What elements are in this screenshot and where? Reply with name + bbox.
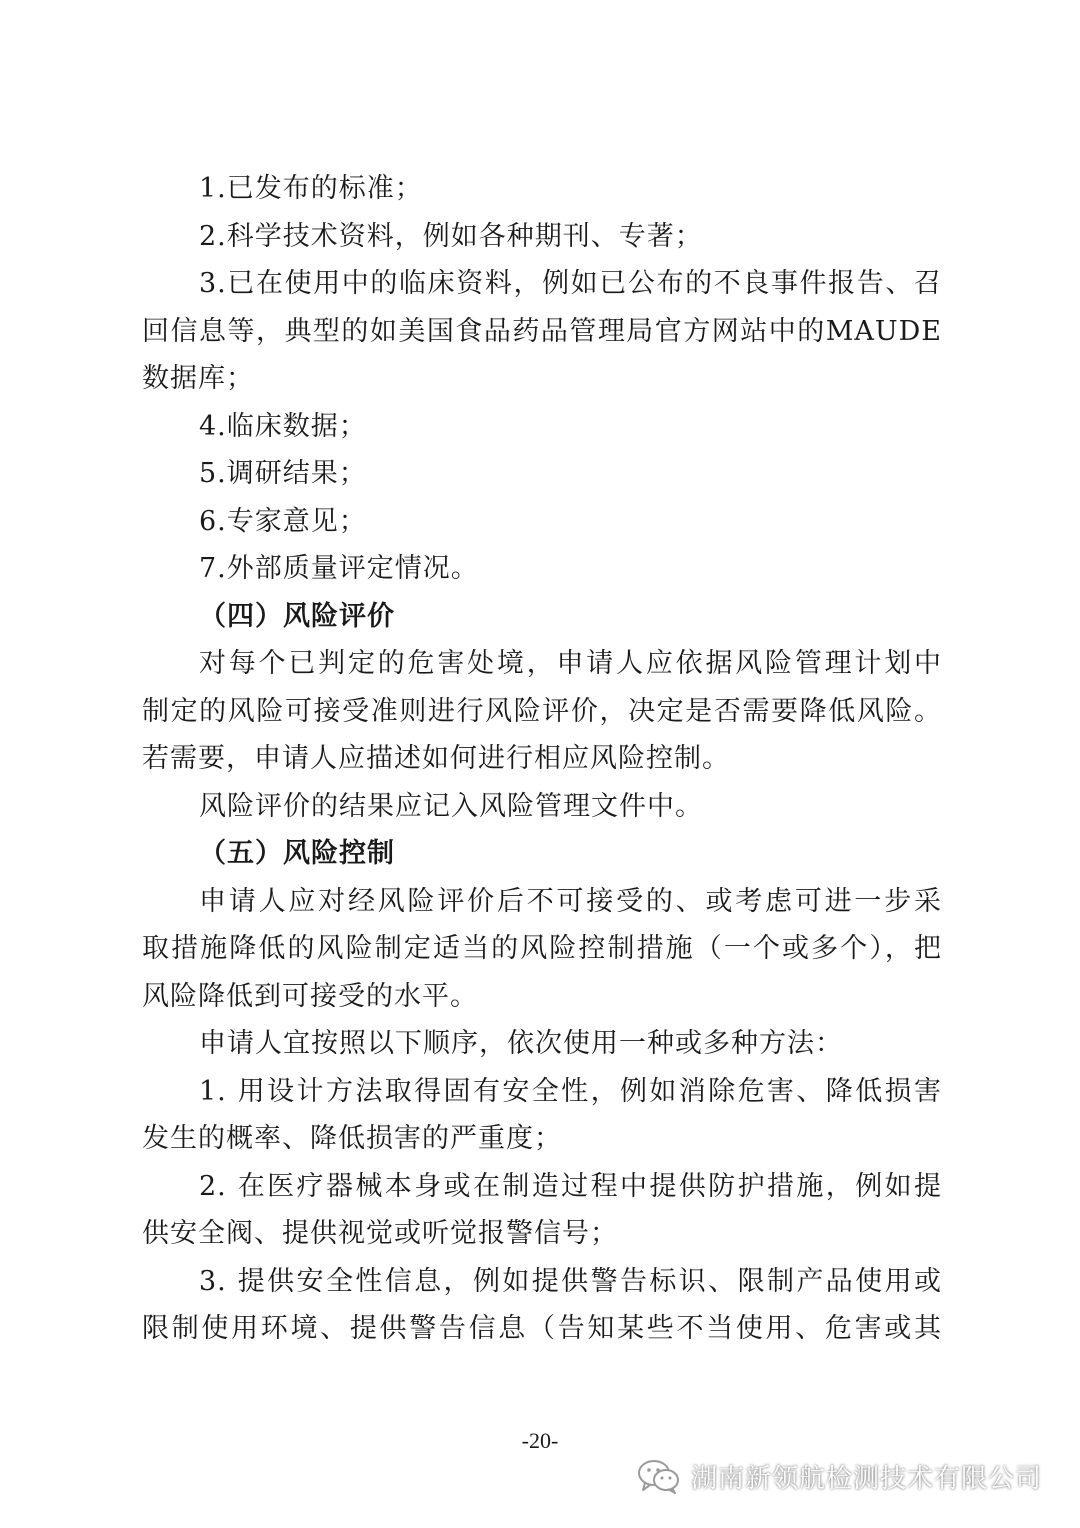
- paragraph-line: 风险评价的结果应记入风险管理文件中。: [199, 790, 703, 822]
- document-body: [142, 165, 942, 1353]
- wechat-icon: [637, 1459, 681, 1495]
- paragraph-line: 制定的风险可接受准则进行风险评价，决定是否需要降低风险。: [142, 695, 942, 727]
- paragraph-line: 若需要，申请人应描述如何进行相应风险控制。: [142, 743, 730, 774]
- paragraph-line: 取措施降低的风险制定适当的风险控制措施（一个或多个），把: [142, 933, 942, 964]
- paragraph-line: 风险降低到可接受的水平。: [142, 980, 478, 1012]
- list-item: 1.已发布的标准；: [199, 173, 423, 204]
- paragraph-line: 数据库；: [142, 363, 254, 394]
- list-item: 5.调研结果；: [199, 458, 367, 489]
- list-item: 6.专家意见；: [199, 505, 367, 537]
- paragraph-line: 对每个已判定的危害处境，申请人应依据风险管理计划中: [199, 648, 942, 679]
- section-heading: （四）风险评价: [199, 600, 395, 632]
- list-item: 1. 用设计方法取得固有安全性，例如消除危害、降低损害: [199, 1075, 942, 1107]
- paragraph-line: 申请人应对经风险评价后不可接受的、或考虑可进一步采: [199, 885, 942, 917]
- watermark-text: 湖南新领航检测技术有限公司: [690, 1464, 1042, 1494]
- paragraph-line: 发生的概率、降低损害的严重度；: [142, 1123, 562, 1154]
- list-item: 7.外部质量评定情况。: [199, 553, 479, 584]
- paragraph-line: 回信息等，典型的如美国食品药品管理局官方网站中的MAUDE: [142, 315, 942, 347]
- list-item: 2. 在医疗器械本身或在制造过程中提供防护措施，例如提: [199, 1170, 942, 1202]
- paragraph-line: 供安全阀、提供视觉或听觉报警信号；: [142, 1218, 618, 1249]
- page-number: -20-: [521, 1428, 559, 1453]
- list-item: 3.已在使用中的临床资料，例如已公布的不良事件报告、召: [199, 268, 942, 299]
- paragraph-line: 申请人宜按照以下顺序，依次使用一种或多种方法：: [199, 1028, 843, 1059]
- section-heading: （五）风险控制: [199, 838, 395, 869]
- list-item: 2.科学技术资料，例如各种期刊、专著；: [199, 220, 703, 252]
- paragraph-line: 限制使用环境、提供警告信息（告知某些不当使用、危害或其: [142, 1313, 942, 1344]
- list-item: 4.临床数据；: [199, 410, 367, 442]
- watermark: [637, 1458, 1042, 1495]
- list-item: 3. 提供安全性信息，例如提供警告标识、限制产品使用或: [199, 1265, 942, 1297]
